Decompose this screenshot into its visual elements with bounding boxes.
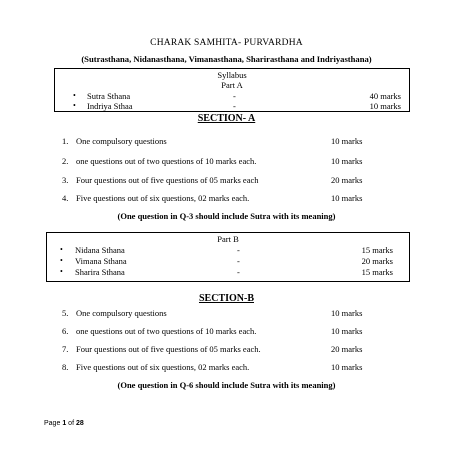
bullet-icon: • bbox=[73, 101, 76, 110]
list-item bbox=[47, 245, 409, 256]
marks-value: 15 marks bbox=[361, 245, 393, 255]
bullet-icon: • bbox=[73, 91, 76, 100]
question-number: 7. bbox=[62, 344, 69, 354]
question-text: one questions out of two questions of 10 marks each. bbox=[76, 326, 257, 336]
question-marks: 20 marks bbox=[331, 344, 363, 354]
sthana-name: Sutra Sthana bbox=[87, 91, 131, 101]
marks-value: 40 marks bbox=[369, 91, 401, 101]
question-marks: 10 marks bbox=[331, 136, 363, 146]
section-a-note: (One question in Q-3 should include Sutra with its meaning) bbox=[117, 211, 336, 221]
part-b-label: Part B bbox=[217, 234, 239, 244]
question-number: 3. bbox=[62, 175, 69, 185]
marks-value: 15 marks bbox=[361, 267, 393, 277]
question-text: Five questions out of six questions, 02 marks each. bbox=[76, 193, 250, 203]
question-marks: 10 marks bbox=[331, 193, 363, 203]
question-marks: 10 marks bbox=[331, 308, 363, 318]
question-number: 8. bbox=[62, 362, 69, 372]
bullet-icon: • bbox=[60, 256, 63, 265]
syllabus-part-a-box bbox=[54, 68, 410, 112]
document-title: CHARAK SAMHITA- PURVARDHA bbox=[150, 38, 303, 48]
marks-value: 10 marks bbox=[369, 101, 401, 111]
question-marks: 10 marks bbox=[331, 156, 363, 166]
dash-separator: - bbox=[233, 91, 236, 101]
dash-separator: - bbox=[233, 101, 236, 111]
page-footer bbox=[44, 420, 84, 427]
sthana-name: Nidana Sthana bbox=[75, 245, 125, 255]
syllabus-heading: Syllabus bbox=[217, 70, 247, 80]
sthana-name: Indriya Sthaa bbox=[87, 101, 133, 111]
bullet-icon: • bbox=[60, 245, 63, 254]
question-marks: 20 marks bbox=[331, 175, 363, 185]
question-text: one questions out of two questions of 10 marks each. bbox=[76, 156, 257, 166]
sthana-name: Sharira Sthana bbox=[75, 267, 125, 277]
marks-value: 20 marks bbox=[361, 256, 393, 266]
of-label: of bbox=[68, 420, 75, 427]
section-b-heading: SECTION-B bbox=[198, 293, 254, 304]
question-text: Four questions out of five questions of 05 marks each. bbox=[76, 344, 261, 354]
question-number: 1. bbox=[62, 136, 69, 146]
question-number: 4. bbox=[62, 193, 69, 203]
question-text: Four questions out of five questions of 05 marks each bbox=[76, 175, 259, 185]
question-text: One compulsory questions bbox=[76, 136, 167, 146]
question-marks: 10 marks bbox=[331, 362, 363, 372]
dash-separator: - bbox=[237, 245, 240, 255]
part-b-box bbox=[46, 232, 410, 282]
question-number: 5. bbox=[62, 308, 69, 318]
list-item bbox=[47, 267, 409, 278]
question-text: One compulsory questions bbox=[76, 308, 167, 318]
document-subtitle: (Sutrasthana, Nidanasthana, Vimanasthana, Sharirasthana and Indriyasthana) bbox=[81, 54, 372, 64]
question-number: 2. bbox=[62, 156, 69, 166]
list-item bbox=[55, 101, 409, 112]
dash-separator: - bbox=[237, 267, 240, 277]
page-total: 28 bbox=[75, 420, 84, 427]
page-label: Page bbox=[44, 420, 61, 427]
list-item bbox=[47, 256, 409, 267]
question-marks: 10 marks bbox=[331, 326, 363, 336]
sthana-name: Vimana Sthana bbox=[75, 256, 127, 266]
part-a-label: Part A bbox=[221, 80, 243, 90]
page-number: 1 bbox=[62, 420, 67, 427]
section-a-heading: SECTION- A bbox=[197, 113, 256, 124]
question-text: Five questions out of six questions, 02 marks each. bbox=[76, 362, 250, 372]
question-number: 6. bbox=[62, 326, 69, 336]
bullet-icon: • bbox=[60, 267, 63, 276]
section-b-note: (One question in Q-6 should include Sutra with its meaning) bbox=[117, 380, 336, 390]
dash-separator: - bbox=[237, 256, 240, 266]
